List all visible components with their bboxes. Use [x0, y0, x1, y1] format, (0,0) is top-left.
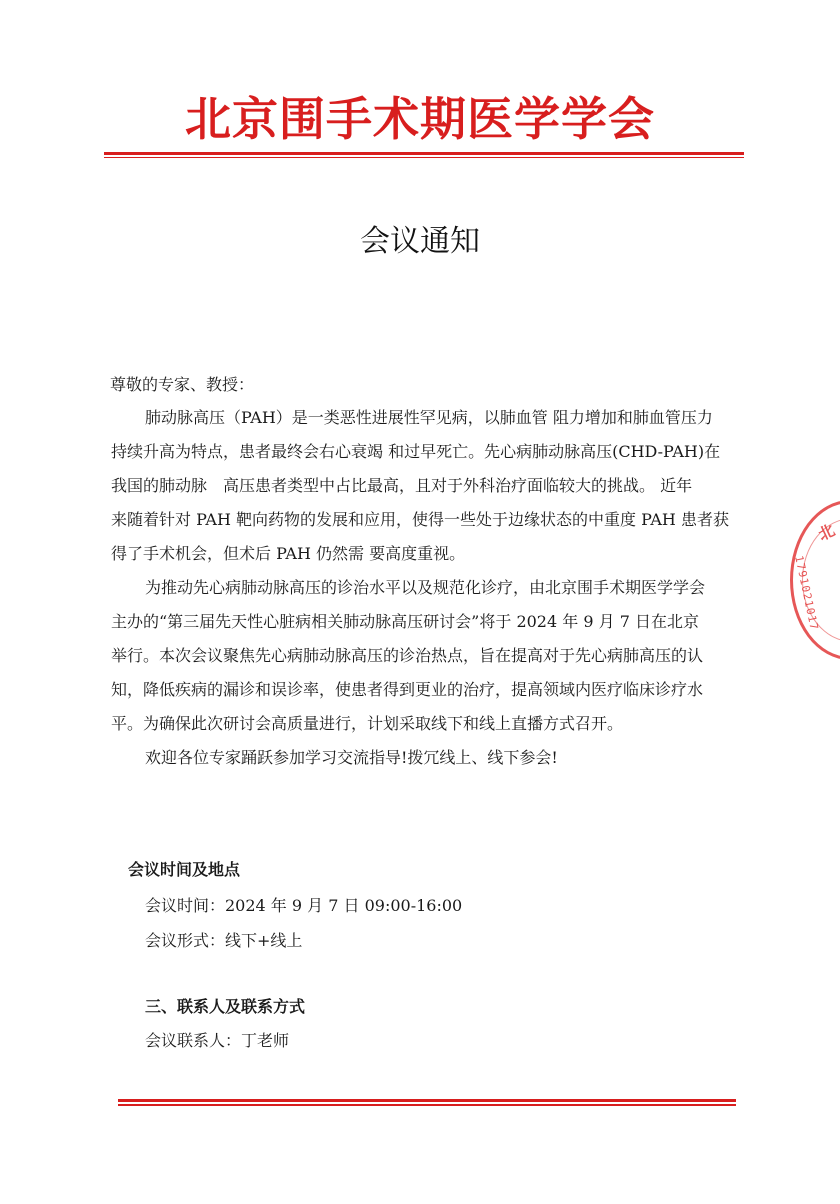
- salutation: 尊敬的专家、教授：: [110, 375, 255, 394]
- official-seal-number: 1791021017: [792, 554, 821, 632]
- official-seal-character: 北: [815, 520, 838, 545]
- paragraph1-line1: 肺动脉高压（PAH）是一类恶性进展性罕见病，以肺血管 阻力增加和肺血管压力: [145, 408, 713, 427]
- paragraph1-line4: 来随着针对 PAH 靶向药物的发展和应用，使得一些处于边缘状态的中重度 PAH 患者获: [111, 510, 729, 529]
- notice-title: 会议通知: [360, 224, 480, 259]
- letterhead-divider-bottom: [118, 1099, 736, 1106]
- contact-heading: 三、联系人及联系方式: [145, 997, 306, 1016]
- organization-letterhead-title: 北京围手术期医学学会: [185, 92, 655, 146]
- paragraph1-line5: 得了手术机会，但术后 PAH 仍然需 要高度重视。: [111, 544, 466, 563]
- paragraph2-line5: 平。为确保此次研讨会高质量进行，计划采取线下和线上直播方式召开。: [111, 714, 624, 733]
- paragraph3: 欢迎各位专家踊跃参加学习交流指导!拨冗线上、线下参会!: [145, 748, 558, 767]
- contact-person: 会议联系人：丁老师: [145, 1031, 290, 1050]
- letterhead-divider-top: [104, 152, 744, 158]
- paragraph1-line3: 我国的肺动脉 高压患者类型中占比最高，且对于外科治疗面临较大的挑战。 近年: [111, 476, 693, 495]
- meeting-time: 会议时间：2024 年 9 月 7 日 09:00-16:00: [145, 896, 463, 915]
- meeting-format: 会议形式：线下+线上: [145, 931, 303, 950]
- meeting-info-heading: 会议时间及地点: [128, 860, 241, 879]
- paragraph2-line2: 主办的“第三届先天性心脏病相关肺动脉高压研讨会”将于 2024 年 9 月 7 日在北京: [111, 612, 699, 631]
- paragraph1-line2: 持续升高为特点，患者最终会右心衰竭 和过早死亡。先心病肺动脉高压(CHD-PAH)在: [111, 442, 721, 461]
- paragraph2-line1: 为推动先心病肺动脉高压的诊治水平以及规范化诊疗，由北京围手术期医学学会: [145, 578, 706, 597]
- paragraph2-line4: 知，降低疾病的漏诊和误诊率，使患者得到更业的治疗，提高领域内医疗临床诊疗水: [111, 680, 704, 699]
- paragraph2-line3: 举行。本次会议聚焦先心病肺动脉高压的诊治热点，旨在提高对于先心病肺高压的认: [111, 646, 704, 665]
